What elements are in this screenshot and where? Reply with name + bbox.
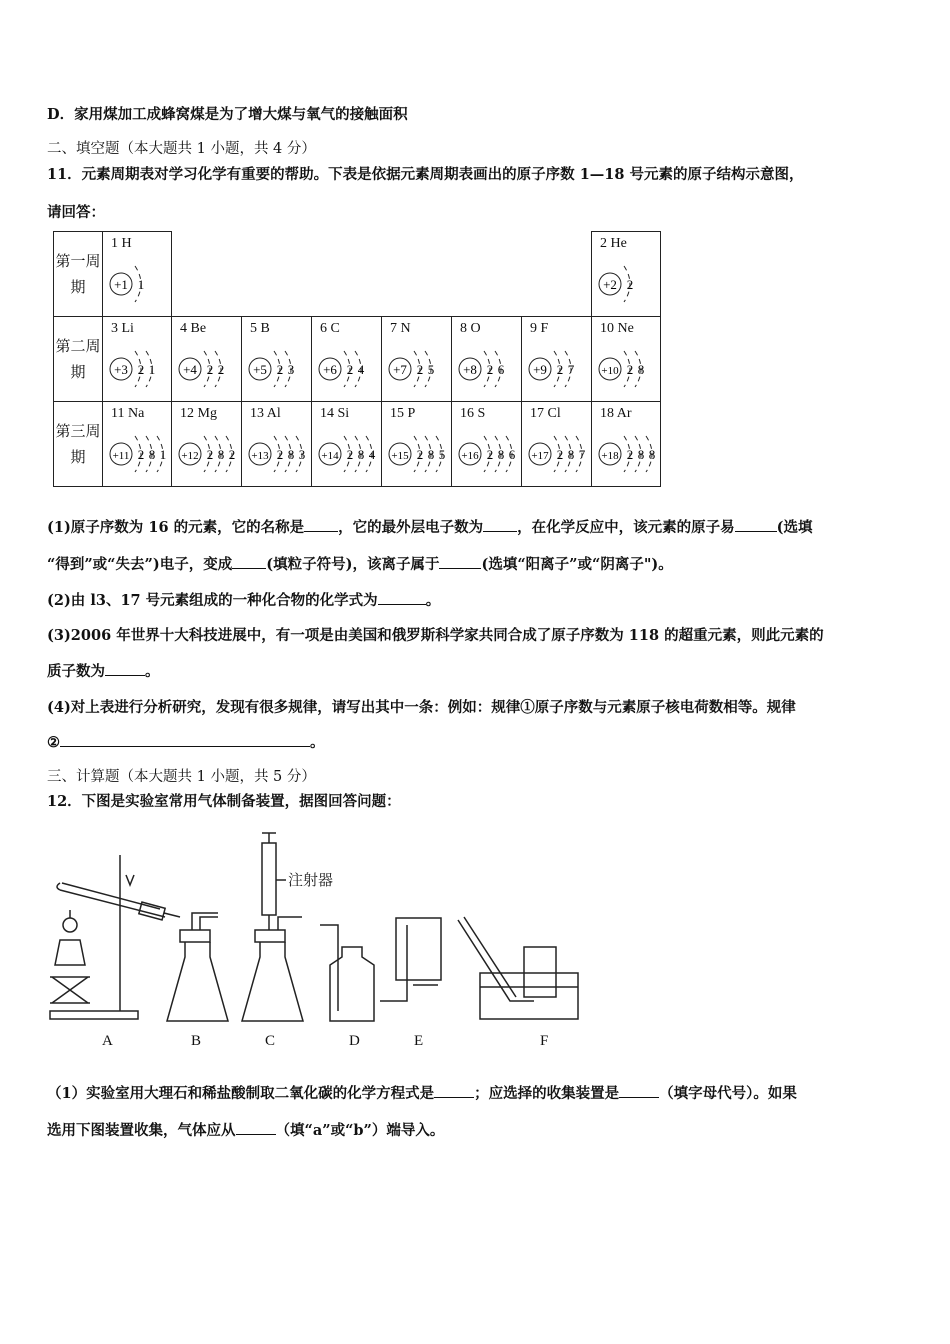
nucleus-charge: +13 (251, 450, 269, 462)
text: （填“a”或“b”）端导入。 (275, 1122, 445, 1139)
q11-stem-1: 11．元素周期表对学习化学有重要的帮助。下表是依据元素周期表画出的原子序数 1—18 号元素的原子结构示意图， (47, 166, 804, 183)
text: (2)由 l3、17 号元素组成的一种化合物的化学式为 (47, 592, 378, 609)
period-1-label: 第一周期 (54, 232, 103, 317)
shell-electron-count: 6 (508, 447, 516, 462)
apparatus-label-c: C (265, 1033, 276, 1049)
element-label: 15 P (390, 406, 416, 421)
atom-diagram (598, 341, 660, 397)
shell-electron-count: 2 (206, 447, 214, 462)
nucleus-charge: +16 (461, 450, 479, 462)
element-cell (592, 402, 661, 487)
empty-cell (172, 232, 592, 317)
shell-electron-count: 2 (416, 362, 424, 377)
element-label: 12 Mg (180, 406, 217, 421)
element-label: 9 F (530, 321, 549, 336)
shell-electron-count: 8 (637, 362, 645, 377)
shell-electron-count: 4 (368, 447, 376, 462)
shell-electron-count: 8 (357, 447, 365, 462)
element-label: 14 Si (320, 406, 350, 421)
answer-blank[interactable] (60, 746, 310, 747)
nucleus-charge: +1 (114, 277, 128, 292)
atom-diagram (248, 341, 310, 397)
answer-blank[interactable] (232, 568, 266, 569)
nucleus-charge: +12 (181, 450, 199, 462)
period-3-label: 第三周期 (54, 402, 103, 487)
atom-diagram (318, 426, 380, 482)
element-label: 8 O (460, 321, 481, 336)
shell-electron-count: 2 (556, 362, 564, 377)
element-cell (522, 402, 592, 487)
shell-electron-count: 8 (637, 447, 645, 462)
apparatus-d (320, 925, 374, 1021)
shell-electron-count: 2 (137, 362, 145, 377)
q11-part1-line1 (47, 516, 812, 537)
q12-part1-line1 (47, 1082, 797, 1103)
apparatus-figure (40, 825, 600, 1030)
element-label: 16 S (460, 406, 486, 421)
element-cell (242, 402, 312, 487)
element-cell (452, 402, 522, 487)
shell-electron-count: 8 (648, 447, 656, 462)
nucleus-charge: +18 (601, 450, 619, 462)
shell-electron-count: 2 (137, 447, 145, 462)
text: ；应选择的收集装置是 (474, 1085, 620, 1102)
q11-part4-line2 (47, 731, 325, 752)
element-label: 18 Ar (600, 406, 632, 421)
element-cell (592, 317, 661, 402)
apparatus-label-a: A (102, 1033, 113, 1049)
nucleus-charge: +10 (601, 365, 619, 377)
shell-electron-count: 5 (427, 362, 435, 377)
shell-electron-count: 3 (298, 447, 306, 462)
text: 质子数为 (47, 663, 105, 680)
answer-blank[interactable] (483, 531, 517, 532)
text: ，在化学反应中，该元素的原子易 (517, 519, 735, 536)
atom-diagram (388, 341, 450, 397)
element-label: 11 Na (111, 406, 145, 421)
atom-diagram (598, 256, 660, 312)
atom-diagram (528, 341, 590, 397)
element-label: 4 Be (180, 321, 207, 336)
q10-option-d: D．家用煤加工成蜂窝煤是为了增大煤与氧气的接触面积 (47, 106, 408, 123)
element-label: 6 C (320, 321, 340, 336)
shell-electron-count: 6 (497, 362, 505, 377)
q11-stem-2: 请回答： (47, 204, 105, 221)
section-3-title: 三、计算题（本大题共 1 小题，共 5 分） (47, 769, 316, 785)
syringe-label: 注射器 (288, 873, 334, 889)
shell-electron-count: 2 (217, 362, 225, 377)
nucleus-charge: +6 (323, 362, 337, 377)
nucleus-charge: +5 (253, 362, 267, 377)
nucleus-charge: +14 (321, 450, 339, 462)
nucleus-charge: +4 (183, 362, 197, 377)
answer-blank[interactable] (434, 1097, 474, 1098)
element-cell (172, 402, 242, 487)
shell-electron-count: 2 (228, 447, 236, 462)
answer-blank[interactable] (735, 531, 777, 532)
element-cell (103, 402, 172, 487)
shell-electron-count: 2 (626, 447, 634, 462)
answer-blank[interactable] (439, 568, 481, 569)
shell-electron-count: 2 (556, 447, 564, 462)
element-cell (522, 317, 592, 402)
q11-part1-line2 (47, 553, 673, 574)
text: 。 (425, 592, 441, 609)
nucleus-charge: +3 (114, 362, 128, 377)
text: （1）实验室用大理石和稀盐酸制取二氧化碳的化学方程式是 (47, 1085, 435, 1102)
shell-electron-count: 8 (497, 447, 505, 462)
element-label: 7 N (390, 321, 411, 336)
atom-diagram (178, 426, 240, 482)
shell-electron-count: 2 (626, 362, 634, 377)
shell-electron-count: 2 (346, 362, 354, 377)
nucleus-charge: +2 (603, 277, 617, 292)
text: (选填 (776, 519, 813, 536)
element-label: 5 B (250, 321, 270, 336)
apparatus-label-f: F (540, 1033, 549, 1049)
apparatus-e (380, 918, 441, 1001)
element-label: 13 Al (250, 406, 281, 421)
shell-electron-count: 2 (486, 362, 494, 377)
shell-electron-count: 1 (148, 362, 156, 377)
nucleus-charge: +9 (533, 362, 547, 377)
periodic-table (53, 231, 661, 487)
q12-stem: 12．下图是实验室常用气体制备装置，据图回答问题： (47, 793, 401, 810)
apparatus-c (242, 833, 303, 1021)
element-label: 2 He (600, 236, 627, 251)
shell-electron-count: 1 (137, 277, 145, 292)
section-2-title: 二、填空题（本大题共 1 小题，共 4 分） (47, 141, 316, 157)
apparatus-f (458, 917, 578, 1019)
text: (1)原子序数为 16 的元素，它的名称是 (47, 519, 305, 536)
nucleus-charge: +8 (463, 362, 477, 377)
shell-electron-count: 8 (148, 447, 156, 462)
q11-part4-line1: (4)对上表进行分析研究，发现有很多规律，请写出其中一条：例如：规律①原子序数与元素原子核电荷数相等。规律 (47, 699, 796, 716)
element-cell (103, 317, 172, 402)
text: 选用下图装置收集，气体应从 (47, 1122, 236, 1139)
shell-electron-count: 8 (217, 447, 225, 462)
shell-electron-count: 7 (567, 362, 575, 377)
shell-electron-count: 8 (287, 447, 295, 462)
element-cell (382, 317, 452, 402)
nucleus-charge: +7 (393, 362, 407, 377)
apparatus-b (167, 913, 228, 1021)
shell-electron-count: 8 (567, 447, 575, 462)
shell-electron-count: 2 (276, 447, 284, 462)
text: (选填“阳离子”或“阴离子")。 (481, 556, 673, 573)
shell-electron-count: 2 (206, 362, 214, 377)
atom-diagram (178, 341, 240, 397)
element-cell (382, 402, 452, 487)
text: ② (47, 734, 60, 751)
apparatus-label-b: B (191, 1033, 202, 1049)
atom-diagram (109, 341, 171, 397)
answer-blank[interactable] (304, 531, 338, 532)
nucleus-charge: +11 (112, 450, 130, 462)
element-label: 17 Cl (530, 406, 561, 421)
element-cell (592, 232, 661, 317)
atom-diagram (109, 426, 171, 482)
element-label: 10 Ne (600, 321, 634, 336)
shell-electron-count: 4 (357, 362, 365, 377)
shell-electron-count: 2 (416, 447, 424, 462)
shell-electron-count: 2 (486, 447, 494, 462)
text: 。 (310, 734, 325, 751)
atom-diagram (388, 426, 450, 482)
atom-diagram (458, 341, 520, 397)
nucleus-charge: +15 (391, 450, 409, 462)
answer-blank[interactable] (619, 1097, 659, 1098)
q11-part2 (47, 589, 440, 610)
atom-diagram (458, 426, 520, 482)
element-cell (242, 317, 312, 402)
shell-electron-count: 2 (626, 277, 634, 292)
q12-part1-line2 (47, 1119, 444, 1140)
element-label: 1 H (111, 236, 132, 251)
answer-blank[interactable] (378, 604, 426, 605)
shell-electron-count: 8 (427, 447, 435, 462)
shell-electron-count: 1 (159, 447, 167, 462)
element-cell (103, 232, 172, 317)
apparatus-label-e: E (414, 1033, 424, 1049)
shell-electron-count: 3 (287, 362, 295, 377)
shell-electron-count: 2 (276, 362, 284, 377)
q11-part3-line2 (47, 660, 160, 681)
atom-diagram (318, 341, 380, 397)
element-cell (312, 402, 382, 487)
atom-diagram (248, 426, 310, 482)
element-cell (172, 317, 242, 402)
element-cell (312, 317, 382, 402)
answer-blank[interactable] (105, 675, 145, 676)
atom-diagram (598, 426, 660, 482)
element-label: 3 Li (111, 321, 134, 336)
text: （填字母代号）。如果 (659, 1085, 797, 1102)
text: (填粒子符号)，该离子属于 (266, 556, 440, 573)
apparatus-a (50, 855, 180, 1019)
period-2-label: 第二周期 (54, 317, 103, 402)
shell-electron-count: 5 (438, 447, 446, 462)
shell-electron-count: 2 (346, 447, 354, 462)
text: ，它的最外层电子数为 (338, 519, 484, 536)
text: 。 (145, 663, 160, 680)
shell-electron-count: 7 (578, 447, 586, 462)
element-cell (452, 317, 522, 402)
q11-part3-line1: (3)2006 年世界十大科技进展中，有一项是由美国和俄罗斯科学家共同合成了原子序数为 118 的超重元素，则此元素的 (47, 627, 824, 644)
apparatus-label-d: D (349, 1033, 360, 1049)
atom-diagram (109, 256, 171, 312)
nucleus-charge: +17 (531, 450, 549, 462)
atom-diagram (528, 426, 590, 482)
text: “得到”或“失去”)电子，变成 (47, 556, 233, 573)
answer-blank[interactable] (236, 1134, 276, 1135)
